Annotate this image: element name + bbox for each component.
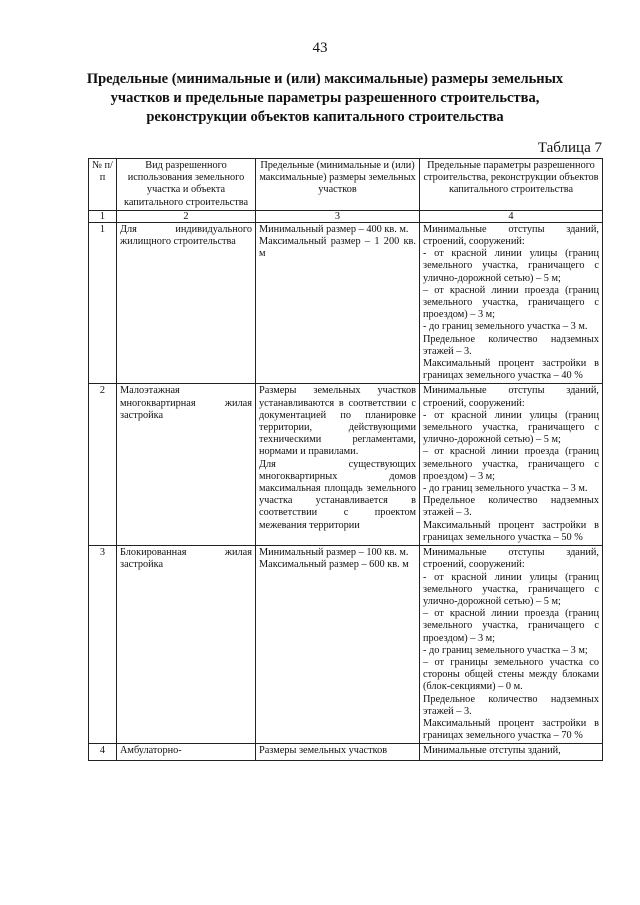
param-line: - до границ земельного участка – 3 м.: [423, 321, 588, 333]
page-number: 43: [312, 40, 328, 56]
table-row: [89, 546, 603, 744]
param-line: Предельное количество надземных этажей – 3.: [423, 495, 599, 519]
size-line: Размеры земельных участков устанавливаются в соответствии с документацией по планировке территории, действующими техническими регламентами, нормами и правилами.: [259, 385, 416, 458]
row-number: 3: [89, 546, 117, 744]
use-type-cell: [117, 744, 256, 761]
column-number: 1: [89, 210, 117, 222]
param-line: - до границ земельного участка – 3 м.: [423, 483, 588, 495]
header-construction-params: Предельные параметры разрешенного строительства, реконструкции объектов капитального строительства: [420, 159, 603, 211]
header-plot-sizes: Предельные (минимальные и (или) максимальные) размеры земельных участков: [256, 159, 420, 211]
title-line: участков и предельные параметры разрешенного строительства,: [110, 90, 540, 106]
construction-params-cell: [420, 222, 603, 384]
column-number: 4: [420, 210, 603, 222]
param-line: - от красной линии улицы (границ земельного участка, граничащего с улично-дорожной сетью) – 5 м;: [423, 248, 599, 284]
use-type-cell: Блокированная жилая застройка: [117, 546, 256, 744]
size-line: Минимальный размер – 100 кв. м.: [259, 547, 409, 559]
param-line: Минимальные отступы зданий, строений, сооружений:: [423, 385, 599, 409]
param-line: Минимальные отступы зданий,: [423, 745, 561, 757]
use-type-text: Амбулаторно-: [120, 745, 182, 757]
plot-sizes-cell: [256, 222, 420, 384]
construction-params-cell: [420, 546, 603, 744]
param-line: – от красной линии проезда (границ земельного участка, граничащего с проездом) – 3 м;: [423, 284, 599, 321]
param-line: Максимальный процент застройки в границах земельного участка – 40 %: [423, 358, 599, 382]
param-line: Максимальный процент застройки в границах земельного участка – 50 %: [423, 519, 599, 543]
title-line: Предельные (минимальные и (или) максимальные) размеры земельных: [86, 71, 564, 87]
param-line: – от границы земельного участка со стороны общей стены между блоками (блок-секциями) – 0 м.: [423, 656, 599, 693]
table-caption: Таблица 7: [537, 140, 602, 156]
row-number: [89, 744, 117, 761]
size-line: Максимальный размер – 1 200 кв. м: [259, 236, 416, 260]
param-line: - до границ земельного участка – 3 м;: [423, 644, 588, 656]
regulations-table: [88, 158, 603, 761]
plot-sizes-cell: [256, 384, 420, 546]
table-row: [89, 384, 603, 546]
document-title: [60, 70, 590, 127]
row-number: 2: [89, 384, 117, 546]
param-line: – от красной линии проезда (границ земельного участка, граничащего с проездом) – 3 м;: [423, 608, 599, 644]
size-line: Размеры земельных участков: [259, 745, 388, 757]
header-use-type: Вид разрешенного использования земельного участка и объекта капитального строительства: [117, 159, 256, 211]
size-line: Максимальный размер – 600 кв. м: [259, 559, 409, 571]
param-line: Минимальные отступы зданий, строений, сооружений:: [423, 223, 599, 248]
param-line: Максимальный процент застройки в границах земельного участка – 70 %: [423, 717, 599, 742]
row-number: 1: [89, 222, 117, 384]
construction-params-cell: [420, 384, 603, 546]
param-line: – от красной линии проезда (границ земельного участка, граничащего с проездом) – 3 м;: [423, 446, 599, 482]
title-line: реконструкции объектов капитального строительства: [146, 109, 504, 125]
plot-sizes-cell: [256, 546, 420, 744]
column-number-row: [89, 210, 603, 222]
param-line: Предельное количество надземных этажей – 3.: [423, 693, 599, 717]
table-header-row: [89, 159, 603, 211]
construction-params-cell: [420, 744, 603, 761]
table-row: [89, 222, 603, 384]
column-number: 3: [256, 210, 420, 222]
use-type-cell: Малоэтажная многоквартирная жилая застройка: [117, 384, 256, 546]
plot-sizes-cell: [256, 744, 420, 761]
row-number-text: 4: [99, 745, 106, 757]
param-line: Предельное количество надземных этажей – 3.: [423, 333, 599, 357]
table-row: [89, 744, 603, 761]
header-number: № п/п: [89, 159, 117, 211]
param-line: Минимальные отступы зданий, строений, сооружений:: [423, 547, 599, 571]
column-number: 2: [117, 210, 256, 222]
size-line: Минимальный размер – 400 кв. м.: [259, 223, 409, 235]
size-line: Для существующих многоквартирных домов максимальная площадь земельного участка устанавливается в соответствии с проектом межевания территории: [259, 458, 416, 531]
use-type-cell: Для индивидуального жилищного строительства: [117, 222, 256, 384]
param-line: - от красной линии улицы (границ земельного участка, граничащего с улично-дорожной сетью) – 5 м;: [423, 409, 599, 446]
param-line: - от красной линии улицы (границ земельного участка, граничащего с улично-дорожной сетью) – 5 м;: [423, 571, 599, 607]
